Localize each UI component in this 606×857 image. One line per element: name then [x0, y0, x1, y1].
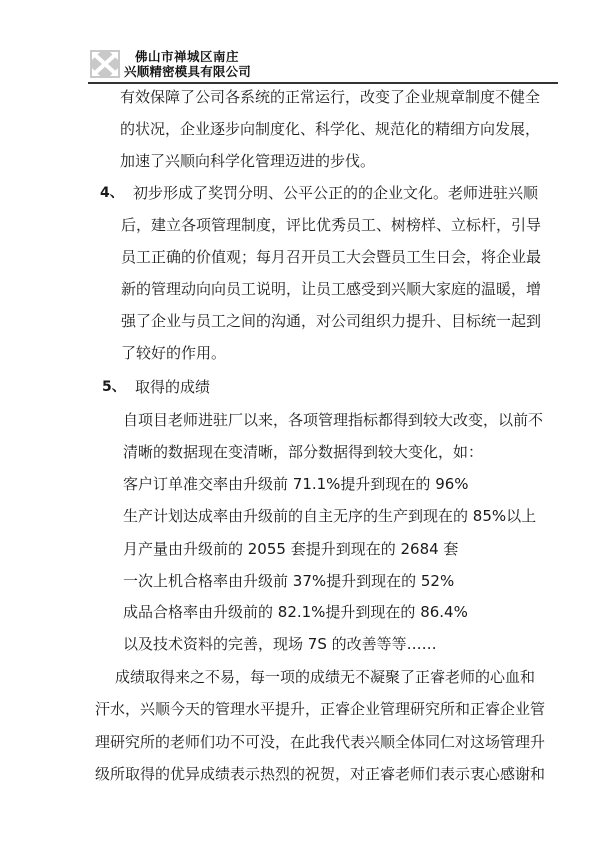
text-line: 成品合格率由升级前的 82.1%提升到现在的 86.4%	[123, 603, 468, 621]
text-line: 的状况，企业逐步向制度化、科学化、规范化的精细方向发展，	[120, 120, 541, 138]
text-line: 月产量由升级前的 2055 套提升到现在的 2684 套	[123, 540, 459, 558]
text-line: 新的管理动向向员工说明，让员工感受到兴顺大家庭的温暖，增	[121, 280, 542, 298]
text-line: 了较好的作用。	[121, 344, 227, 362]
text-line: 加速了兴顺向科学化管理迈进的步伐。	[120, 152, 376, 170]
text-line: 后，建立各项管理制度，评比优秀员工、树榜样、立标杆，引导	[121, 216, 542, 234]
text-line: 以及技术资料的完善，现场 7S 的改善等等……	[123, 635, 437, 653]
text-line: 生产计划达成率由升级前的自主无序的生产到现在的 85%以上	[123, 507, 537, 525]
list-number: 4、	[100, 185, 124, 201]
text-line: 清晰的数据现在变清晰，部分数据得到较大变化，如：	[123, 443, 484, 461]
text-line: 强了企业与员工之间的沟通，对公司组织力提升、目标统一起到	[121, 312, 542, 330]
text-line: 员工正确的价值观；每月召开员工大会暨员工生日会，将企业最	[121, 248, 542, 266]
company-name-line1: 佛山市禅城区南庄	[135, 49, 240, 64]
text-line: 成绩取得来之不易，每一项的成绩无不凝聚了正睿老师的心血和	[115, 668, 536, 686]
company-name-line2: 兴顺精密模具有限公司	[124, 64, 252, 79]
company-logo	[90, 50, 120, 78]
section-title: 取得的成绩	[135, 378, 211, 396]
text-line: 级所取得的优异成绩表示热烈的祝贺，对正睿老师们表示衷心感谢和	[95, 765, 546, 783]
x-arrows-logo-icon	[90, 50, 120, 78]
text-line: 有效保障了公司各系统的正常运行，改变了企业规章制度不健全	[120, 88, 541, 106]
text-line: 客户订单准交率由升级前 71.1%提升到现在的 96%	[123, 475, 469, 493]
text-line: 汗水，兴顺今天的管理水平提升，正睿企业管理研究所和正睿企业管	[95, 700, 546, 718]
text-line: 初步形成了奖罚分明、公平公正的的企业文化。老师进驻兴顺	[133, 184, 539, 202]
text-line: 自项目老师进驻厂以来，各项管理指标都得到较大改变，以前不	[123, 411, 544, 429]
list-number: 5、	[102, 379, 126, 395]
header-divider	[88, 82, 558, 84]
text-line: 一次上机合格率由升级前 37%提升到现在的 52%	[123, 572, 455, 590]
text-line: 理研究所的老师们功不可没，在此我代表兴顺全体同仁对这场管理升	[95, 733, 546, 751]
